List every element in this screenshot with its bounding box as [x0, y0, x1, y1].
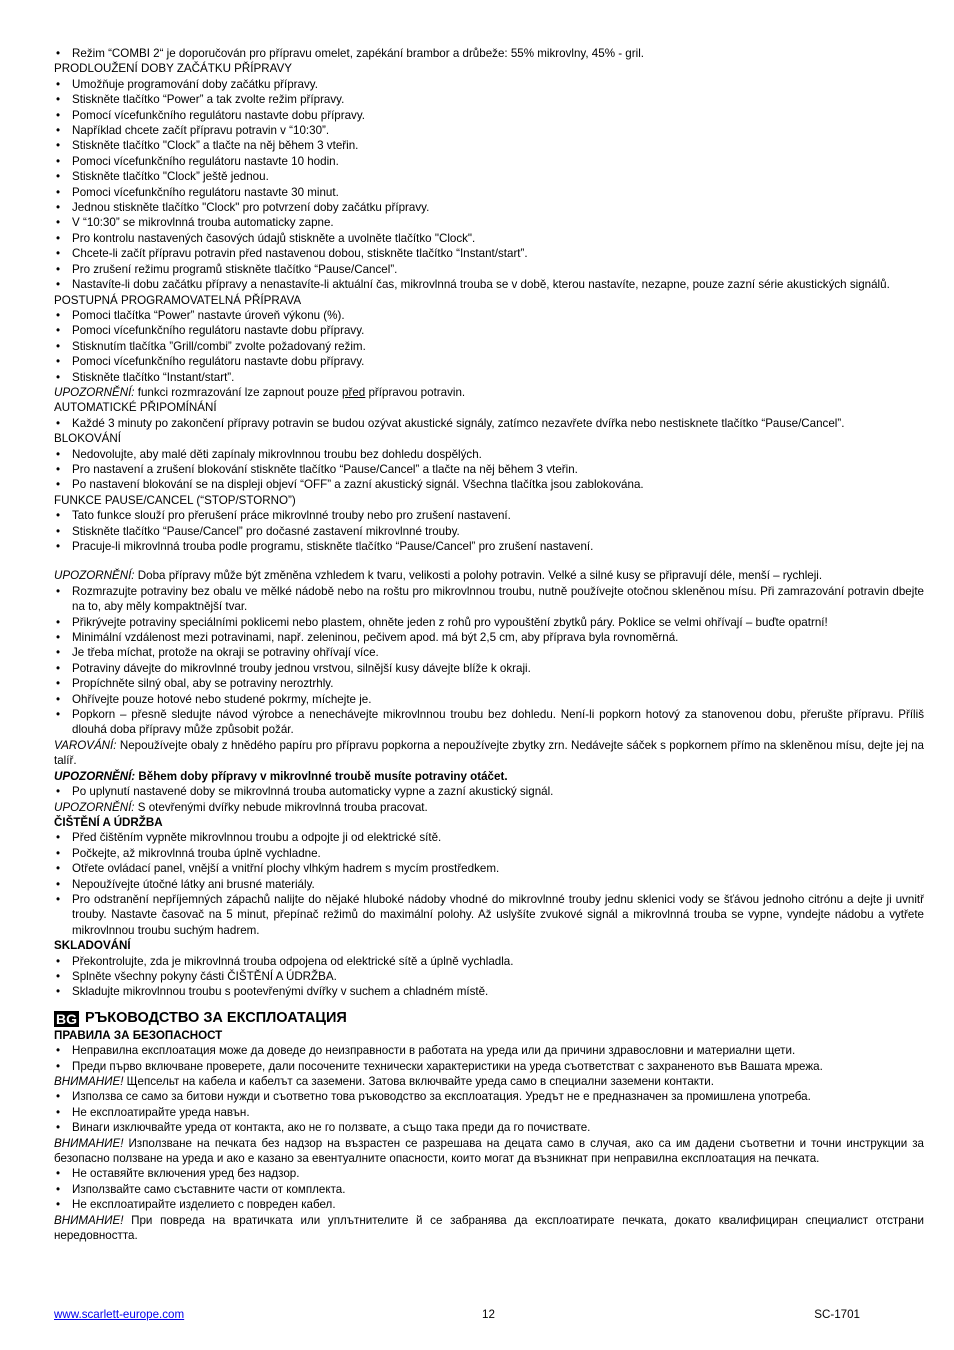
- bg-attention-3: [54, 1213, 924, 1244]
- bg-attention-2: [54, 1136, 924, 1167]
- list-item: • Pomoci vícefunkčního regulátoru nastavte dobu přípravy.: [54, 323, 924, 338]
- page-number: 12: [482, 1308, 495, 1321]
- pause-list: [54, 508, 924, 554]
- list-item: • Pomoci vícefunkčního regulátoru nastavte dobu přípravy.: [54, 354, 924, 369]
- list-item: • Stiskněte tlačítko “Power” a tak zvolte režim přípravy.: [54, 92, 924, 107]
- list-item: • Po nastavení blokování se na displeji objeví “OFF” a zazní akustický signál. Všechna tlačítka jsou zablokována.: [54, 477, 924, 492]
- list-item: • Je třeba míchat, protože na okraji se potraviny ohřívají více.: [54, 645, 924, 660]
- list-item: • Pracuje-li mikrovlnná trouba podle programu, stiskněte tlačítko “Pause/Cancel” pro zrušení nastavení.: [54, 539, 924, 554]
- tips-list: [54, 584, 924, 738]
- section-heading-lock: BLOKOVÁNÍ: [54, 432, 122, 446]
- list-item: • Винаги изключвайте уреда от контакта, ако не го ползвате, а също така преди да го почиствате.: [54, 1120, 924, 1135]
- bg-section-heading: [54, 1010, 924, 1028]
- list-item: • Pro odstranění nepříjemných zápachů nalijte do nějaké hluboké nádoby vhodné do mikrovlnné trouby jednu sklenici vody se šťávou jednoho citrónu a dejte ji uvnitř trouby. Nastavte časovač na 5 minut, přepínač režimů do maximální polohy. Až uslyšíte zvukové signál a mikrovlnná trouba se vypne, vyndejte nádobu a vytřete mikrovlnnou troubu suchým hadrem.: [54, 892, 924, 938]
- list-item: • Tato funkce slouží pro přerušení práce mikrovlnné trouby nebo pro zrušení nastavení.: [54, 508, 924, 523]
- section-heading-clean: ČIŠTĚNÍ A ÚDRŽBA: [54, 815, 163, 829]
- after-list: [54, 784, 924, 799]
- warning-popcorn: [54, 738, 924, 769]
- list-item: • Pomoci vícefunkčního regulátoru nastavte 10 hodin.: [54, 154, 924, 169]
- spacer: [54, 554, 924, 568]
- warning-text: Nepoužívejte obaly z hnědého papíru pro přípravu popkorna a nepoužívejte zbytky zrn. Nedávejte sáček s popkornem přímo na skleněnou mísu, dejte jej na talíř.: [54, 738, 924, 768]
- bg-title: РЪКОВОДСТВО ЗА ЕКСПЛОАТАЦИЯ: [85, 1010, 347, 1027]
- note-text: Během doby přípravy v mikrovlnné troubě musíte potraviny otáčet.: [135, 769, 508, 783]
- list-item: • Skladujte mikrovlnnou troubu s pootevřenými dvířky v suchem a chladném místě.: [54, 984, 924, 999]
- list-item: • Stiskněte tlačítko “Pause/Cancel” pro dočasné zastavení mikrovlnné trouby.: [54, 524, 924, 539]
- list-item: • Ohřívejte pouze hotové nebo studené pokrmy, míchejte je.: [54, 692, 924, 707]
- list-item: • Stisknutím tlačítka ”Grill/combi” zvolte požadovaný režim.: [54, 339, 924, 354]
- list-item: • Използвайте само съставните части от комплекта.: [54, 1182, 924, 1197]
- bg-list-1: [54, 1043, 924, 1074]
- list-item: • Po uplynutí nastavené doby se mikrovlnná trouba automaticky vypne a zazní akustický signál.: [54, 784, 924, 799]
- note-label: UPOZORNĚNÍ:: [54, 800, 135, 814]
- document-page: [54, 46, 924, 1243]
- list-item: • Jednou stiskněte tlačítko "Clock" pro potvrzení doby začátku přípravy.: [54, 200, 924, 215]
- note-door: [54, 800, 924, 815]
- bg-list-2: [54, 1089, 924, 1135]
- list-item: • Před čištěním vypněte mikrovlnnou troubu a odpojte ji od elektrické sítě.: [54, 830, 924, 845]
- list-item: • Režim “COMBI 2“ je doporučován pro přípravu omelet, zapékání brambor a drůbeže: 55% mikrovlny, 45% - gril.: [54, 46, 924, 61]
- list-item: • Počkejte, až mikrovlnná trouba úplně vychladne.: [54, 846, 924, 861]
- list-item: • Не експлоатирайте уреда навън.: [54, 1105, 924, 1120]
- section-heading-remind: AUTOMATICKÉ PŘIPOMÍNÁNÍ: [54, 401, 217, 415]
- list-item: • Nepoužívejte útočné látky ani brusné materiály.: [54, 877, 924, 892]
- list-item: • Stiskněte tlačítko "Clock” ještě jednou.: [54, 169, 924, 184]
- list-item: • Pomocí vícefunkčního regulátoru nastavte dobu přípravy.: [54, 108, 924, 123]
- list-item: • Umožňuje programování doby začátku přípravy.: [54, 77, 924, 92]
- note-text: přípravou potravin.: [365, 385, 466, 399]
- attention-label: ВНИМАНИЕ!: [54, 1213, 124, 1227]
- model-number: SC-1701: [814, 1308, 860, 1321]
- note-text: S otevřenými dvířky nebude mikrovlnná trouba pracovat.: [134, 800, 428, 814]
- note-cooking-time: [54, 568, 924, 583]
- note-text: Doba přípravy může být změněna vzhledem k tvaru, velikosti a polohy potravin. Velké a silné kusy se připravují déle, menší – rychleji.: [134, 569, 823, 583]
- bg-list-3: [54, 1166, 924, 1212]
- attention-text: Използване на печката без надзор на възрастен се разрешава на децата само в случая, ако са им дадени съответни и точни инструкции за безопасно ползване на уреда и ако е казано за евентуалните опасности, които могат да възникнат при неправилна експлоатация на печката.: [54, 1136, 924, 1166]
- list-item: • Pro zrušení režimu programů stiskněte tlačítko “Pause/Cancel”.: [54, 262, 924, 277]
- section-heading-delay: PRODLOUŽENÍ DOBY ZAČÁTKU PŘÍPRAVY: [54, 62, 292, 76]
- language-badge: BG: [56, 1010, 77, 1027]
- website-link[interactable]: www.scarlett-europe.com: [54, 1308, 185, 1321]
- list-item: • Překontrolujte, zda je mikrovlnná trouba odpojena od elektrické sítě a úplně vychladla.: [54, 954, 924, 969]
- warning-label: VAROVÁNÍ:: [54, 738, 117, 752]
- delay-list: [54, 77, 924, 293]
- note-underlined: před: [342, 385, 366, 399]
- attention-label: ВНИМАНИЕ!: [54, 1136, 124, 1150]
- list-item: • Stiskněte tlačítko “Instant/start”.: [54, 370, 924, 385]
- list-item: • Nedovolujte, aby malé děti zapínaly mikrovlnnou troubu bez dohledu dospělých.: [54, 447, 924, 462]
- list-item: • Otřete ovládací panel, vnější a vnitřní plochy vlhkým hadrem s mycím prostředkem.: [54, 861, 924, 876]
- note-turn-food: [54, 769, 924, 784]
- list-item: • Не експлоатирайте изделието с повреден кабел.: [54, 1197, 924, 1212]
- lock-list: [54, 447, 924, 493]
- remind-list: [54, 416, 924, 431]
- note-label: UPOZORNĚNÍ:: [54, 769, 136, 783]
- list-item: • Popkorn – přesně sledujte návod výrobce a nenechávejte mikrovlnnou troubu bez dohledu. Není-li popkorn hotový za stanovenou dobu, přerušte přípravu. Příliš dlouhá doba přípravy může způsobit požár.: [54, 707, 924, 738]
- list-item: • V “10:30” se mikrovlnná trouba automaticky zapne.: [54, 215, 924, 230]
- list-item: • Pomoci tlačítka “Power” nastavte úroveň výkonu (%).: [54, 308, 924, 323]
- list-item: • Každé 3 minuty po zakončení přípravy potravin se budou ozývat akustické signály, zatímco nezavřete dvířka nebo nestisknete tlačítko “Pause/Cancel”.: [54, 416, 924, 431]
- section-heading-pause: FUNKCE PAUSE/CANCEL (“STOP/STORNO”): [54, 493, 296, 507]
- storage-list: [54, 954, 924, 1000]
- bg-safety-heading: ПРАВИЛА ЗА БЕЗОПАСНОСТ: [54, 1028, 223, 1042]
- list-item: • Potraviny dávejte do mikrovlnné trouby jednou vrstvou, silnější kusy dávejte blíže k okraji.: [54, 661, 924, 676]
- list-item: • Pro nastavení a zrušení blokování stiskněte tlačítko “Pause/Cancel” a tlačte na něj během 3 vteřin.: [54, 462, 924, 477]
- list-item: • Nastavíte-li dobu začátku přípravy a nenastavíte-li aktuální čas, mikrovlnná trouba se v době, kterou nastavíte, nezapne, pouze zazní série akustických signálů.: [54, 277, 924, 292]
- note-label: UPOZORNĚNÍ:: [54, 385, 135, 399]
- list-item: • Неправилна експлоатация може да доведе до неизправности в работата на уреда или да причини здравословни и материални щети.: [54, 1043, 924, 1058]
- bg-attention-1: [54, 1074, 924, 1089]
- attention-text: При повреда на вратичката или уплътнителите й се забранява да експлоатирате печката, докато квалифициран специалист отстрани нередовността.: [54, 1213, 924, 1243]
- list-item: • Pomoci vícefunkčního regulátoru nastavte 30 minut.: [54, 185, 924, 200]
- list-item: • Използва се само за битови нужди и съответно това ръководство за експлоатация. Уредът не е предназначен за промишлена употреба.: [54, 1089, 924, 1104]
- list-item: • Například chcete začít přípravu potravin v “10:30”.: [54, 123, 924, 138]
- note-label: UPOZORNĚNÍ:: [54, 569, 135, 583]
- note-defrost: [54, 385, 924, 400]
- note-text: funkci rozmrazování lze zapnout pouze: [134, 385, 343, 399]
- list-item: • Pro kontrolu nastavených časových údajů stiskněte a uvolněte tlačítko "Clock".: [54, 231, 924, 246]
- section-heading-step: POSTUPNÁ PROGRAMOVATELNÁ PŘÍPRAVA: [54, 293, 302, 307]
- attention-text: Щепсельт на кабела и кабелът са заземени. Затова включвайте уреда само в специални заземени контакти.: [123, 1075, 715, 1088]
- list-item: • Не оставяйте включения уред без надзор.: [54, 1166, 924, 1181]
- page-footer: [54, 1307, 860, 1323]
- clean-list: [54, 830, 924, 938]
- list-item: • Rozmrazujte potraviny bez obalu ve mělké nádobě nebo na roštu pro mikrovlnnou troubu, nutně používejte otočnou skleněnou mísu. Při zamrazování potravin dbejte na to, aby měly kompaktnější tvar.: [54, 584, 924, 615]
- list-item: • Propíchněte silný obal, aby se potraviny neroztrhly.: [54, 676, 924, 691]
- list-item: • Přikrývejte potraviny speciálními poklicemi nebo plastem, ohněte jeden z rohů pro vypouštění zbytků páry. Poklice se velmi ohřívají – buďte opatrní!: [54, 615, 924, 630]
- list-item: • Преди първо включване проверете, дали посочените технически характеристики на уреда съответстват с захраненото във Вашата мрежа.: [54, 1059, 924, 1074]
- attention-label: ВНИМАНИЕ!: [54, 1075, 124, 1088]
- list-item: • Stiskněte tlačítko "Clock” a tlačte na něj během 3 vteřin.: [54, 138, 924, 153]
- list-item: • Splněte všechny pokyny části ČIŠTĚNÍ A ÚDRŽBA.: [54, 969, 924, 984]
- list-item: • Chcete-li začít přípravu potravin před nastavenou dobou, stiskněte tlačítko “Instant/start”.: [54, 246, 924, 261]
- section-heading-storage: SKLADOVÁNÍ: [54, 939, 131, 953]
- list-item: • Minimální vzdálenost mezi potravinami, např. zeleninou, pečivem apod. má být 2,5 cm, aby příprava byla rovnoměrná.: [54, 630, 924, 645]
- step-list: [54, 308, 924, 385]
- combi2-list: [54, 46, 924, 61]
